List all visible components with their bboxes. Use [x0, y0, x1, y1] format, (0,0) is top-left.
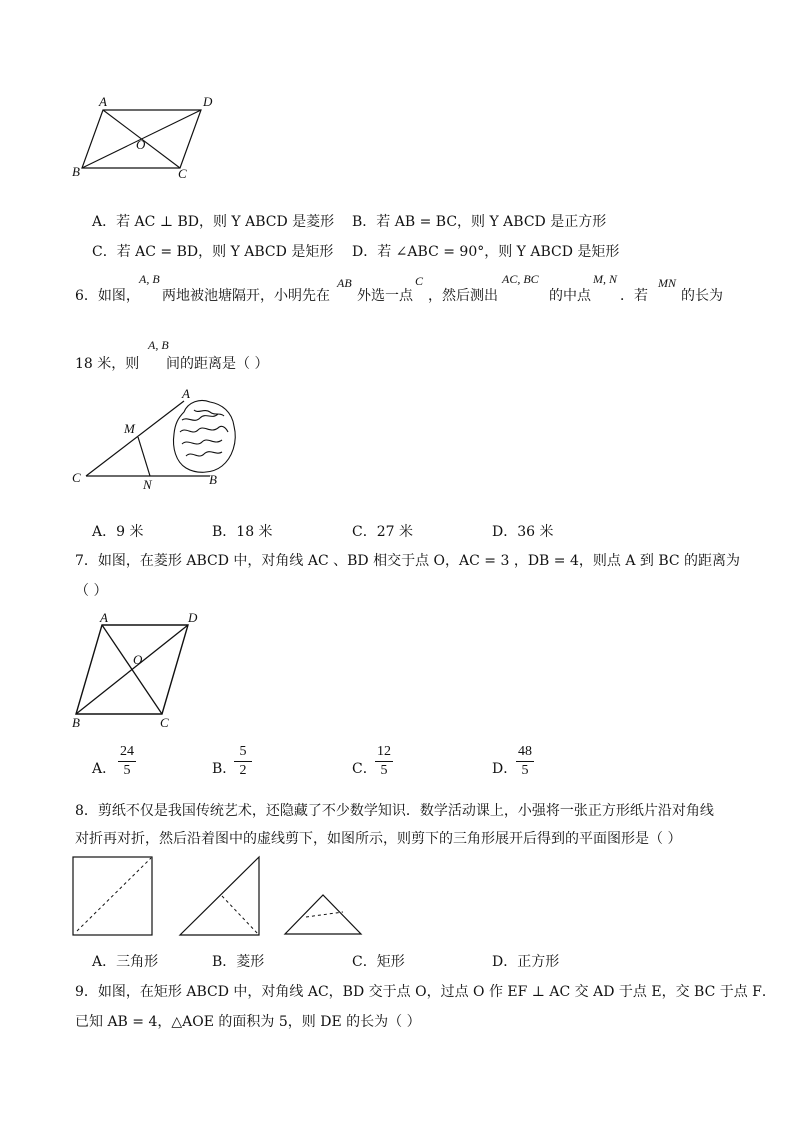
q6-option-b: B．18 米: [212, 524, 273, 540]
q7-option-a-letter: A．: [92, 761, 117, 777]
q8-option-b: B．菱形: [212, 954, 265, 970]
q6-text-5: 的中点: [549, 288, 591, 304]
q5-option-c: C．若 AC = BD，则 Y ABCD 是矩形: [92, 244, 334, 260]
q8-option-a: A．三角形: [92, 954, 159, 970]
q7-label-b: B: [72, 715, 80, 730]
q7-label-a: A: [100, 610, 108, 625]
q9-line-1: 9．如图，在矩形 ABCD 中，对角线 AC，BD 交于点 O，过点 O 作 EF ⊥ AC 交 AD 于点 E，交 BC 于点 F．: [75, 984, 776, 1000]
q6-label-a: A: [182, 386, 190, 401]
q5-label-a: A: [99, 94, 107, 109]
q9-line-2: 已知 AB = 4，△AOE 的面积为 5，则 DE 的长为（ ）: [75, 1014, 421, 1030]
q6-label-b: B: [209, 472, 217, 487]
q8-square-dashed-diagonal: [77, 858, 151, 931]
q6-sym-ab-2: A, B: [148, 338, 169, 352]
q8-small-triangle: [285, 895, 361, 934]
q5-label-b: B: [72, 164, 80, 179]
q8-cut-line: [306, 912, 343, 917]
q6-sym-mn-points: M, N: [593, 272, 617, 286]
q6-option-d: D．36 米: [492, 524, 554, 540]
q6-text-4: ，然后测出: [428, 288, 498, 304]
q6-option-a: A．9 米: [92, 524, 144, 540]
q6-text-6: ．若: [620, 288, 648, 304]
q5-label-o: O: [136, 137, 146, 152]
q6-sym-c: C: [415, 274, 424, 288]
q6-sym-acbc: AC, BC: [502, 272, 539, 286]
q7-option-c-letter: C．: [352, 761, 377, 777]
q7-option-d-fraction: 48 5: [518, 744, 532, 778]
q8-line-2: 对折再对折，然后沿着图中的虚线剪下，如图所示，则剪下的三角形展开后得到的平面图形是（ ）: [75, 831, 682, 847]
q5-option-d: D．若 ∠ABC = 90°，则 Y ABCD 是矩形: [352, 244, 620, 260]
q6-label-c: C: [72, 470, 81, 485]
q7-option-b-fraction: 5 2: [232, 744, 254, 779]
q6-line2-a: 18 米，则: [75, 356, 140, 372]
q6-sym-ab: A, B: [139, 272, 160, 286]
q7-label-d: D: [188, 610, 198, 625]
q8-fold-line: [222, 896, 259, 935]
q5-label-c: C: [178, 166, 187, 181]
q6-option-c: C．27 米: [352, 524, 413, 540]
q8-folded-triangle: [180, 857, 259, 935]
q7-line-1: 7．如图，在菱形 ABCD 中，对角线 AC 、BD 相交于点 O，AC = 3 ，DB = 4，则点 A 到 BC 的距离为: [75, 553, 741, 569]
q7-option-d-letter: D．: [492, 761, 518, 777]
q8-option-d: D．正方形: [492, 954, 560, 970]
q6-label-n: N: [143, 477, 152, 492]
q8-line-1: 8．剪纸不仅是我国传统艺术，还隐藏了不少数学知识．数学活动课上，小强将一张正方形纸片沿对角线: [75, 803, 714, 819]
q7-label-c: C: [160, 715, 169, 730]
q7-option-b-letter: B．: [212, 761, 237, 777]
q6-line2-b: 间的距离是（ ）: [166, 356, 269, 372]
q5-option-a: A．若 AC ⊥ BD，则 Y ABCD 是菱形: [92, 214, 335, 230]
q5-option-b: B．若 AB = BC，则 Y ABCD 是正方形: [352, 214, 607, 230]
q6-sym-mn-segment: MN: [658, 276, 676, 290]
q7-label-o: O: [133, 652, 143, 667]
q6-text-2: 两地被池塘隔开，小明先在: [162, 288, 330, 304]
q7-option-a-fraction: 24 5: [120, 744, 134, 778]
q6-text-3: 外选一点: [357, 288, 413, 304]
q5-label-d: D: [203, 94, 213, 109]
q6-label-m: M: [124, 421, 135, 436]
q6-text-7: 的长为: [681, 288, 723, 304]
q7-line-2: （ ）: [75, 583, 108, 599]
q6-text-1: 6．如图，: [75, 288, 140, 304]
q7-option-c-fraction: 12 5: [377, 744, 391, 778]
q6-sym-ab-segment: AB: [337, 276, 352, 290]
q8-option-c: C．矩形: [352, 954, 405, 970]
